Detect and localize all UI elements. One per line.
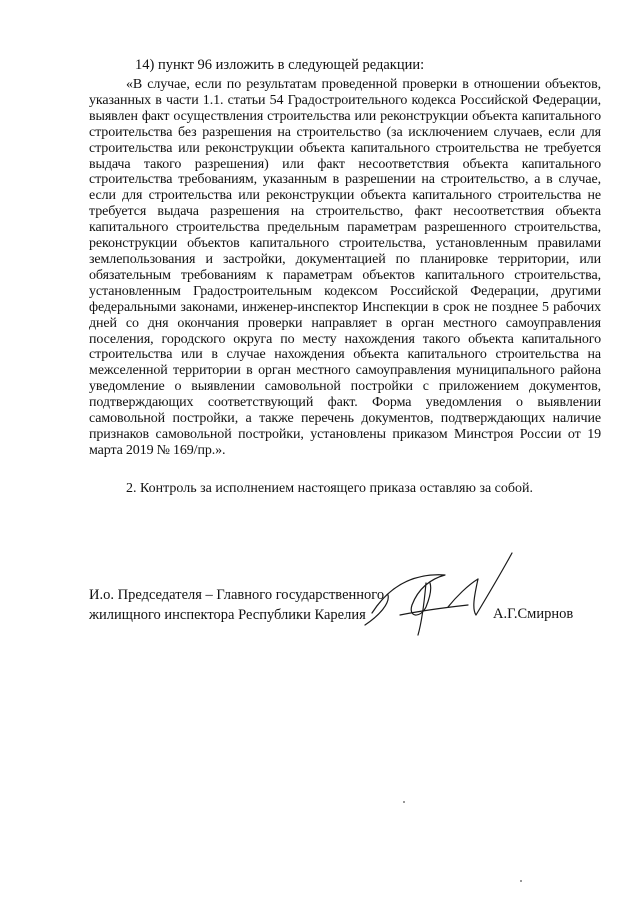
amendment-quote-paragraph: «В случае, если по результатам проведенной проверки в отношении объектов, указанных в части 1.1. статьи 54 Градостроительного кодекса Российской Федерации, выявлен факт осуществления строительства или реконструкции объекта капитального строительства без разрешения на строительство (за исключением случаев, если для строительства или реконструкции объекта капитального строительства не требуется выдача такого разрешения) или факт несоответствия объекта капитального строительства требованиям, указанным в разрешении на строительство, а в случае, если для строительства или реконструкции объекта капитального строительства не требуется выдача разрешения на строительство, факт несоответствия объекта капитального строительства предельным параметрам разрешенного строительства, реконструкции объектов капитального строительства, установленным правилами землепользования и застройки, документацией по планировке территории, или обязательным требованиям к параметрам объектов капитального строительства, установленным Градостроительным кодексом Российской Федерации, другими федеральными законами, инженер-инспектор Инспекции в срок не позднее 5 рабочих дней со дня окончания проверки направляет в орган местного самоуправления поселения, городского округа по месту нахождения такого объекта капитального строительства или в случае нахождения объекта капитального строительства на межселенной территории в орган местного самоуправления муниципального района уведомление о выявлении самовольной постройки с приложением документов, подтверждающих соответствующий факт. Форма уведомления о выявлении самовольной постройки, а также перечень документов, подтверждающих наличие признаков самовольной постройки, установлены приказом Минстроя России от 19 марта 2019 № 169/пр.». [89,77,601,458]
scan-speck [403,801,405,803]
item-heading: 14) пункт 96 изложить в следующей редакции: [135,57,425,73]
handwritten-signature [360,545,530,645]
signer-title-line-1: И.о. Председателя – Главного государственного [89,587,385,603]
control-paragraph: 2. Контроль за исполнением настоящего приказа оставляю за собой. [126,481,534,496]
signer-title-line-2: жилищного инспектора Республики Карелия [89,607,366,623]
signer-name: А.Г.Смирнов [493,606,574,622]
scan-speck [520,880,522,882]
signer-title [89,585,384,625]
